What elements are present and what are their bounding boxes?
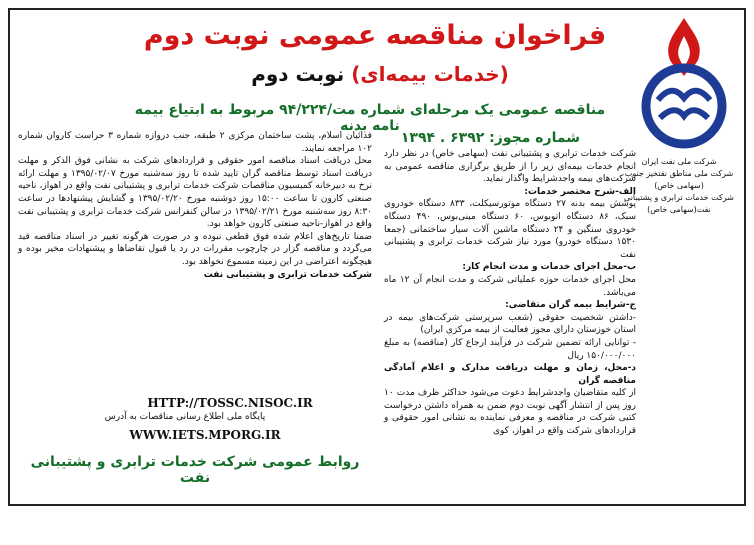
- section-a-text: پوشش بیمه بدنه ۲۷ دستگاه موتورسیکلت، ۸۳۳ دستگاه خودروی سبک، ۸۶ دستگاه اتوبوس، ۶۰ دستگاه مینی‌بوس، ۴۹۰ دستگاه خودروی سنگین و ۲۴ دستگاه ماشین آلات سیار ساختمانی (جمعا ۱۵۳۰ دستگاه خودرو) مورد نیاز شرکت خدمات ترابری و پشتیبانی نفت: [384, 199, 636, 260]
- ad-subtitle: [170, 62, 590, 86]
- section-c-heading: ج-شرایط بیمه گران متقاضی:: [505, 300, 636, 311]
- left-column: [18, 130, 372, 380]
- section-c-item-2: - توانایی ارائه تضمین شرکت در فرآیند ارجاع کار (مناقصه) به مبلغ ۱۵۰/۰۰۰/۰۰۰ ریال: [384, 337, 636, 361]
- niop-flame-logo: [628, 14, 740, 154]
- section-b-heading: ب-محل اجرای خدمات و مدت انجام کار:: [462, 262, 636, 273]
- permit-line: شماره مجوز: ۶۳۹۲ . ۱۳۹۴: [400, 130, 580, 146]
- tender-portal-link[interactable]: WWW.IETS.MPORG.IR: [129, 428, 281, 442]
- section-b-text: محل اجرای خدمات حوزه عملیاتی شرکت و مدت انجام آن ۱۲ ماه می‌باشد.: [384, 274, 636, 298]
- section-c-item-1: -داشتن شخصیت حقوقی (شعب سرپرستی شرکت‌های بیمه در استان خوزستان دارای مجوز فعالیت از بیمه مرکزی ایران): [384, 312, 636, 336]
- address-continuation: فدائیان اسلام، پشت ساختمان مرکزی ۲ طبقه، جنب دروازه شماره ۳ حراست کاروان شماره ۱۰۲ مراجعه نمایند.: [18, 131, 372, 154]
- section-d-heading: د-محل، زمان و مهلت دریافت مدارک و اعلام آمادگی مناقصه گران: [384, 363, 636, 386]
- tender-line: مناقصه عمومی یک مرحله‌ای شماره مت/۹۴/۲۲۴ مربوط به ابتیاع بیمه نامه بدنه: [134, 102, 606, 134]
- company-signature: شرکت خدمات ترابری و پشتیبانی نفت: [203, 269, 372, 280]
- subtitle-paren: (خدمات بیمه‌ای): [351, 62, 509, 86]
- intro-paragraph: شرکت خدمات ترابری و پشتیبانی نفت (سهامی خاص) در نظر دارد انجام خدمات بیمه‌ای زیر را از طریق برگزاری مناقصه عمومی به شرکت‌های بیمه واجدشرایط واگذار نماید.: [384, 149, 636, 185]
- org-line-3: شرکت خدمات ترابری و پشتیبانی نفت(سهامی خاص): [624, 193, 734, 214]
- section-a-heading: الف-شرح مختصر خدمات:: [524, 186, 636, 197]
- documents-paragraph: محل دریافت اسناد مناقصه امور حقوقی و قراردادهای شرکت به نشانی فوق الذکر و مهلت دریافت اسناد توسط مناقصه گران تایید شده تا روز سه‌شنبه مورخ ۱۳۹۵/۰۲/۰۷ و مهلت ارائه نرخ به دبیرخانه کمیسیون مناقصات شرکت خدمات ترابری و پشتیبانی نفت واقع در اهواز، ناحیه صنعتی کارون تا ساعت ۱۵:۰۰ روز دوشنبه مورخ ۱۳۹۵/۰۲/۲۰ و گشایش پیشنهادها در ساعت ۸:۳۰ روز سه‌شنبه مورخ ۱۳۹۵/۰۲/۲۱ در سالن کنفرانس شرکت خدمات ترابری و پشتیبانی نفت واقع در اهواز-ناحیه صنعتی کارون خواهد بود.: [18, 156, 372, 230]
- ad-title: فراخوان مناقصه عمومی نوبت دوم: [143, 20, 607, 51]
- section-d-text: از کلیه متقاضیان واجدشرایط دعوت می‌شود حداکثر ظرف مدت ۱۰ روز پس از انتشار آگهی نوبت دوم ضمن به همراه داشتن درخواست کتبی شرکت در مناقصه و معرفی نماینده به نشانی امور حقوقی و قراردادهای شرکت واقع در اهواز، کوی: [384, 388, 636, 437]
- company-website-link[interactable]: HTTP://TOSSC.NISOC.IR: [147, 396, 313, 410]
- org-line-2: شرکت ملی مناطق نفتخیز جنوب (سهامی خاص): [624, 169, 734, 190]
- public-relations-footer: روابط عمومی شرکت خدمات ترابری و پشتیبانی نفت: [30, 454, 360, 486]
- right-column: [384, 148, 636, 498]
- notice-paragraph: ضمنا تاریخ‌های اعلام شده فوق قطعی نبوده و در صورت هرگونه تغییر در اسناد مناقصه قید می‌گردد و مناقصه گزار در چارچوب مقررات در رد یا قبول تقاضاها و پیشنهادات مخیر بوده و هیچگونه اعتراضی در این زمینه مسموع نخواهد بود.: [18, 231, 372, 267]
- org-line-1: شرکت ملی نفت ایران: [641, 157, 717, 166]
- portal-caption: پایگاه ملی اطلاع رسانی مناقصات به آدرس: [104, 412, 266, 422]
- subtitle-round: نوبت دوم: [251, 62, 345, 86]
